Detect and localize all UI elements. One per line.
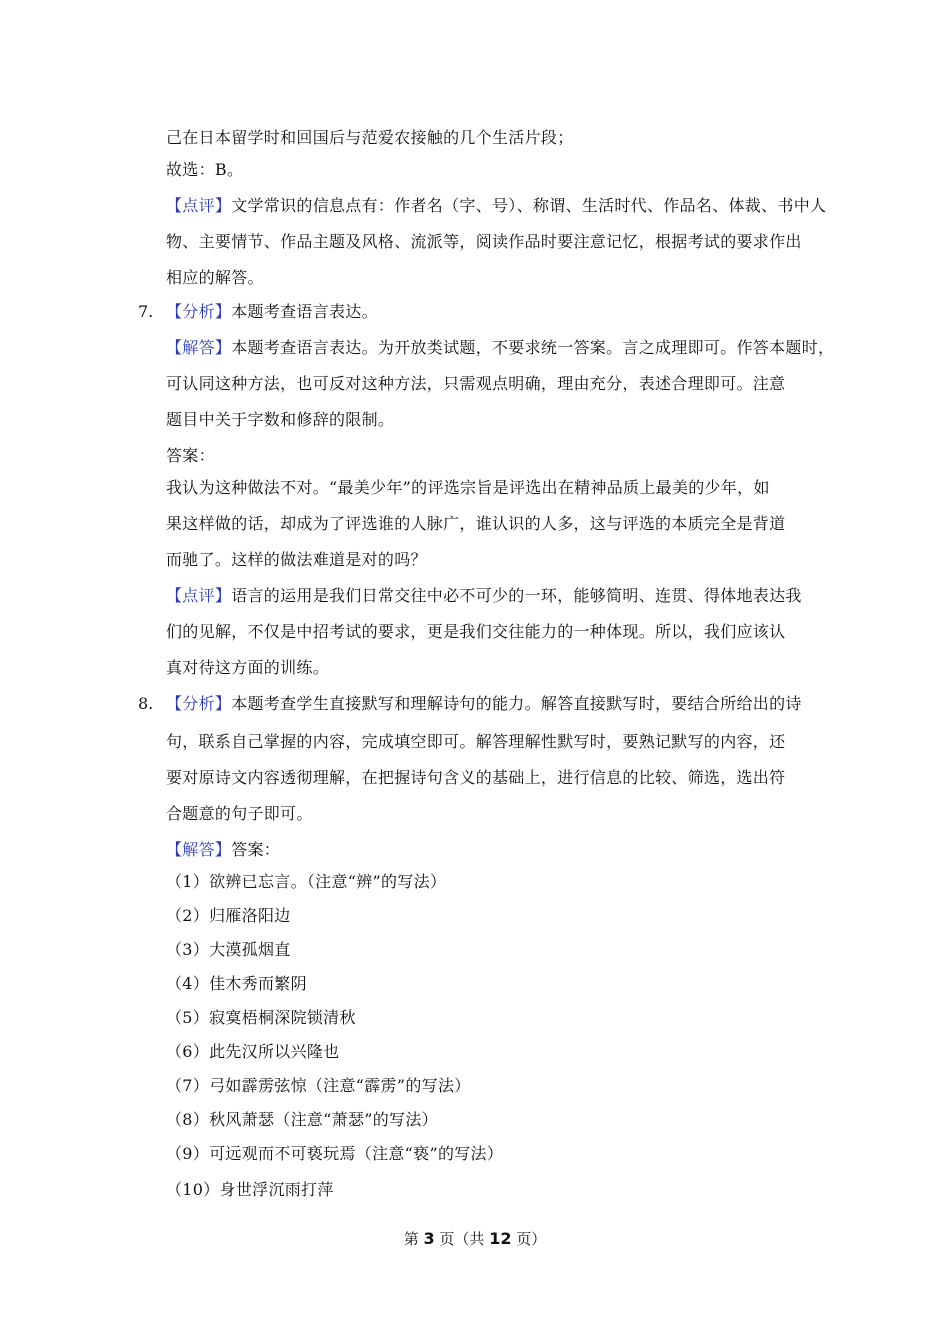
answer-content-line: 而驰了。这样的做法难道是对的吗？ [166,550,427,569]
answer-item: （6）此先汉所以兴隆也 [166,1042,340,1061]
page-footer [0,1229,950,1249]
comment-text: 文学常识的信息点有：作者名（字、号）、称谓、生活时代、作品名、体裁、书中人 [231,196,827,215]
answer-text: 本题考查语言表达。为开放类试题，不要求统一答案。言之成理即可。作答本题时， [231,338,835,357]
answer-tag: 【解答】 [166,338,232,357]
footer-suffix: 页） [511,1230,547,1248]
answer-content-line: 果这样做的话，却成为了评选谁的人脉广，谁认识的人多，这与评选的本质完全是背道 [166,514,786,533]
comment-line: 真对待这方面的训练。 [166,658,330,677]
answer-item: （8）秋风萧瑟（注意“萧瑟”的写法） [166,1110,438,1129]
answer-item: （7）弓如霹雳弦惊（注意“霹雳”的写法） [166,1076,471,1095]
question-number: 7. [138,302,154,321]
answer-line [166,840,816,860]
answer-item: （3）大漠孤烟直 [166,940,291,959]
analysis-line [166,694,816,714]
comment-line [166,586,816,606]
comment-line [166,196,827,216]
analysis-tag: 【分析】 [166,302,232,321]
footer-prefix: 第 [403,1230,424,1248]
answer-item: （5）寂寞梧桐深院锁清秋 [166,1008,356,1027]
answer-label: 答案： [166,446,215,465]
analysis-text: 本题考查语言表达。 [231,302,378,321]
analysis-line: 句，联系自己掌握的内容，完成填空即可。解答理解性默写时，要熟记默写的内容，还 [166,732,786,751]
analysis-line: 合题意的句子即可。 [166,804,313,823]
answer-line: 题目中关于字数和修辞的限制。 [166,410,395,429]
question-number: 8. [138,694,154,713]
comment-line: 相应的解答。 [166,268,264,287]
comment-line: 物、主要情节、作品主题及风格、流派等，阅读作品时要注意记忆，根据考试的要求作出 [166,232,802,251]
answer-item: （9）可远观而不可亵玩焉（注意“亵”的写法） [166,1144,504,1163]
comment-text: 语言的运用是我们日常交往中必不可少的一环，能够简明、连贯、得体地表达我 [231,586,802,605]
answer-label: 答案： [231,840,281,859]
comment-tag: 【点评】 [166,586,232,605]
paragraph-line: 己在日本留学时和回国后与范爱农接触的几个生活片段； [166,128,574,147]
answer-choice-line: 故选：B。 [166,160,244,179]
answer-tag: 【解答】 [166,840,232,859]
answer-item: （1）欲辨已忘言。（注意“辨”的写法） [166,872,447,891]
comment-line: 们的见解，不仅是中招考试的要求，更是我们交往能力的一种体现。所以，我们应该认 [166,622,786,641]
answer-item: （2）归雁洛阳边 [166,906,291,925]
total-pages: 12 [489,1229,512,1248]
answer-item: （4）佳木秀而繁阴 [166,974,307,993]
footer-middle: 页（共 [434,1230,490,1248]
comment-tag: 【点评】 [166,196,232,215]
answer-line: 可认同这种方法，也可反对这种方法，只需观点明确，理由充分，表述合理即可。注意 [166,374,786,393]
page-number: 3 [423,1229,435,1248]
analysis-line: 要对原诗文内容透彻理解，在把握诗句含义的基础上，进行信息的比较、筛选，选出符 [166,768,786,787]
analysis-line [166,302,816,322]
answer-line [166,338,835,358]
analysis-tag: 【分析】 [166,694,232,713]
analysis-text: 本题考查学生直接默写和理解诗句的能力。解答直接默写时，要结合所给出的诗 [231,694,802,713]
answer-item: （10）身世浮沉雨打萍 [166,1180,334,1199]
answer-content-line: 我认为这种做法不对。“最美少年”的评选宗旨是评选出在精神品质上最美的少年，如 [166,478,770,497]
